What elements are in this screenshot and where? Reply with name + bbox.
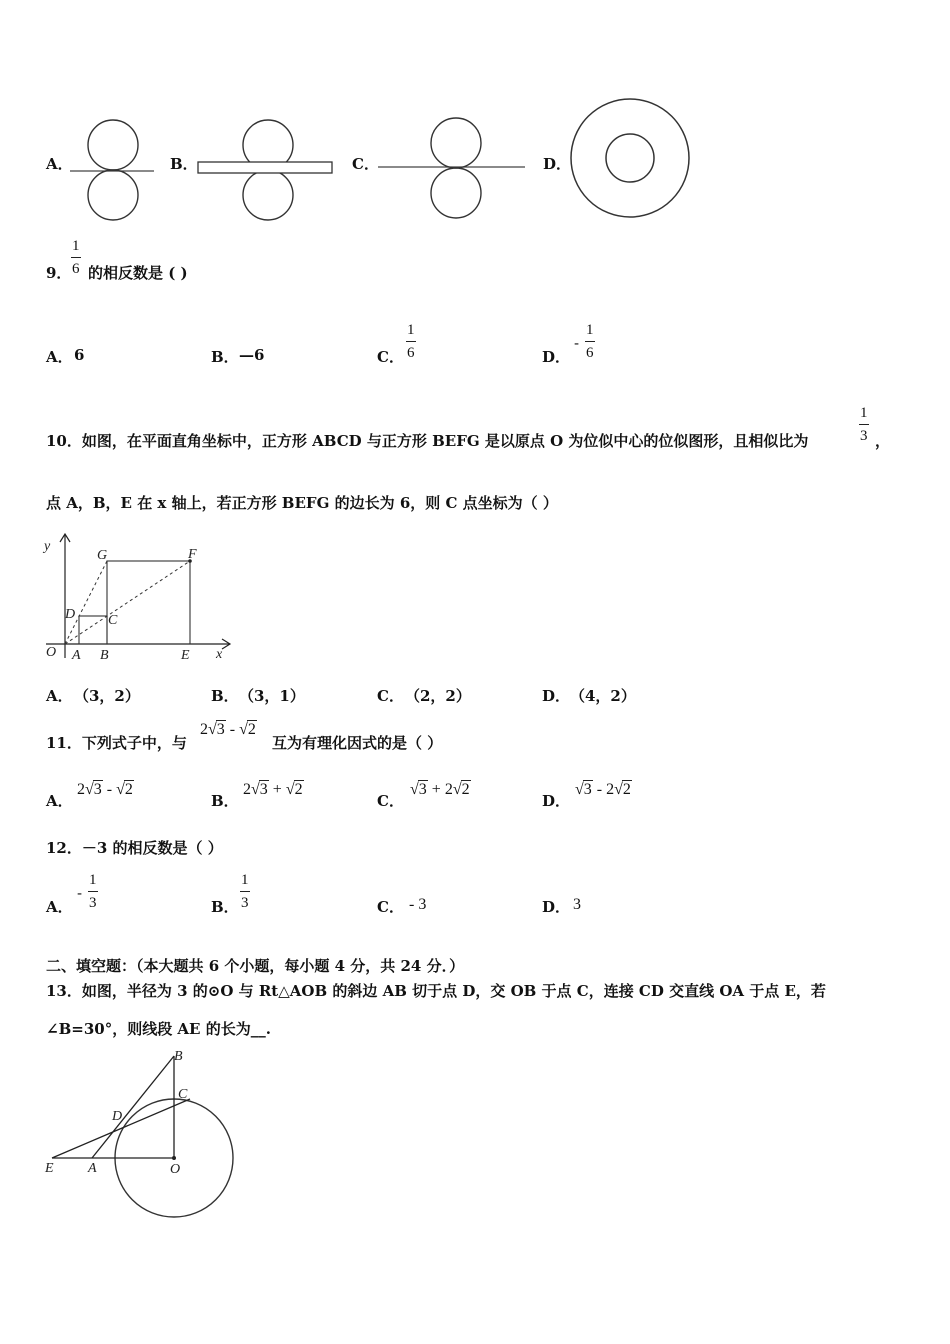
square-abcd (79, 616, 107, 644)
segment-ab (92, 1056, 174, 1158)
label-e: E (45, 1161, 54, 1176)
q10-option-d-value: （4，2） (570, 687, 636, 705)
label-b: B (174, 1049, 183, 1064)
q12-option-a-sign: - (77, 884, 83, 902)
q12-option-c-label: C． (377, 898, 404, 916)
q8-option-c-figure (378, 118, 528, 222)
q9-fraction: 1 6 (72, 238, 80, 277)
q12-option-a-label: A． (46, 898, 73, 916)
q8-option-b-label: B． (170, 155, 198, 173)
q10-line1: 10．如图，在平面直角坐标中，正方形 ABCD 与正方形 BEFG 是以原点 O 为位似中心的位似图形，且相似比为 (46, 432, 809, 450)
q11-option-d-label: D． (542, 792, 571, 810)
q9-option-d-sign: - (574, 334, 580, 352)
section2-title: 二、填空题：（本大题共 6 个小题，每小题 4 分，共 24 分．） (46, 957, 465, 975)
label-b: B (100, 648, 109, 663)
q11-prefix: 11．下列式子中，与 (46, 734, 187, 752)
label-o: O (46, 645, 57, 660)
label-e: E (181, 648, 190, 663)
q13-line1: 13．如图，半径为 3 的⊙O 与 Rt△AOB 的斜边 AB 切于点 D，交 OB 于点 C，连接 CD 交直线 OA 于点 E，若 (46, 982, 826, 1000)
q11-option-a-expr: 2√3 - √2 (77, 781, 133, 798)
label-g: G (97, 548, 108, 563)
q10-option-a-value: （3，2） (74, 687, 140, 705)
q10-option-b-value: （3，1） (239, 687, 305, 705)
q9-option-a-value: 6 (74, 346, 85, 364)
q9-option-d-fraction: 1 6 (586, 322, 594, 361)
q13-figure (42, 1046, 242, 1222)
q8-option-b-figure (194, 118, 339, 222)
q10-option-b-label: B． (211, 687, 239, 705)
q11-option-a-label: A． (46, 792, 73, 810)
label-o: O (170, 1162, 181, 1177)
q8-option-d-label: D． (543, 155, 572, 173)
q12-option-a-fraction: 1 3 (89, 872, 97, 911)
q9-option-a-label: A． (46, 348, 73, 366)
q11-option-c-label: C． (377, 792, 404, 810)
label-f: F (188, 547, 197, 562)
q9-option-b-label: B． (211, 348, 239, 366)
label-y: y (44, 539, 51, 554)
q12-stem: 12．－3 的相反数是（ ） (46, 839, 223, 857)
q10-option-c-label: C． (377, 687, 404, 705)
q10-ratio-fraction: 1 3 (860, 405, 868, 444)
q11-option-c-expr: √3 + 2√2 (410, 781, 470, 798)
q9-option-c-label: C． (377, 348, 404, 366)
q12-option-d-label: D． (542, 898, 571, 916)
label-a: A (88, 1161, 97, 1176)
q9-number: 9． (46, 264, 72, 282)
q11-option-b-label: B． (211, 792, 239, 810)
label-d: D (112, 1109, 123, 1124)
q12-option-b-fraction: 1 3 (241, 872, 249, 911)
q10-option-a-label: A． (46, 687, 73, 705)
q9-option-b-value: —6 (239, 346, 265, 364)
q13-line2: ∠B=30°，则线段 AE 的长为__. (46, 1020, 271, 1038)
label-c: C (178, 1087, 188, 1102)
q8-option-c-label: C． (352, 155, 379, 173)
q8-option-a-label: A． (46, 155, 73, 173)
segment-ec (52, 1099, 190, 1158)
q10-line2: 点 A，B，E 在 x 轴上，若正方形 BEFG 的边长为 6，则 C 点坐标为（ ） (46, 494, 558, 512)
label-x: x (216, 647, 223, 662)
q10-option-c-value: （2，2） (405, 687, 471, 705)
q10-option-d-label: D． (542, 687, 571, 705)
q8-option-a-figure (70, 118, 160, 222)
q12-option-b-label: B． (211, 898, 239, 916)
label-c: C (108, 613, 118, 628)
q9-option-c-fraction: 1 6 (407, 322, 415, 361)
q11-option-b-expr: 2√3 + √2 (243, 781, 303, 798)
q8-option-d-figure (568, 96, 694, 222)
q12-option-c-value: - 3 (409, 896, 427, 913)
q10-figure (40, 530, 240, 665)
q12-option-d-value: 3 (573, 896, 581, 913)
q11-expression: 2√3 - √2 (200, 721, 256, 738)
q10-line1-end: ， (875, 432, 891, 450)
q9-stem: 的相反数是 ( ) (88, 264, 188, 282)
q11-option-d-expr: √3 - 2√2 (575, 781, 631, 798)
q9-option-d-label: D． (542, 348, 571, 366)
label-d: D (65, 607, 76, 622)
square-befg (107, 561, 190, 644)
q11-suffix: 互为有理化因式的是（ ） (272, 734, 443, 752)
label-a: A (72, 648, 81, 663)
